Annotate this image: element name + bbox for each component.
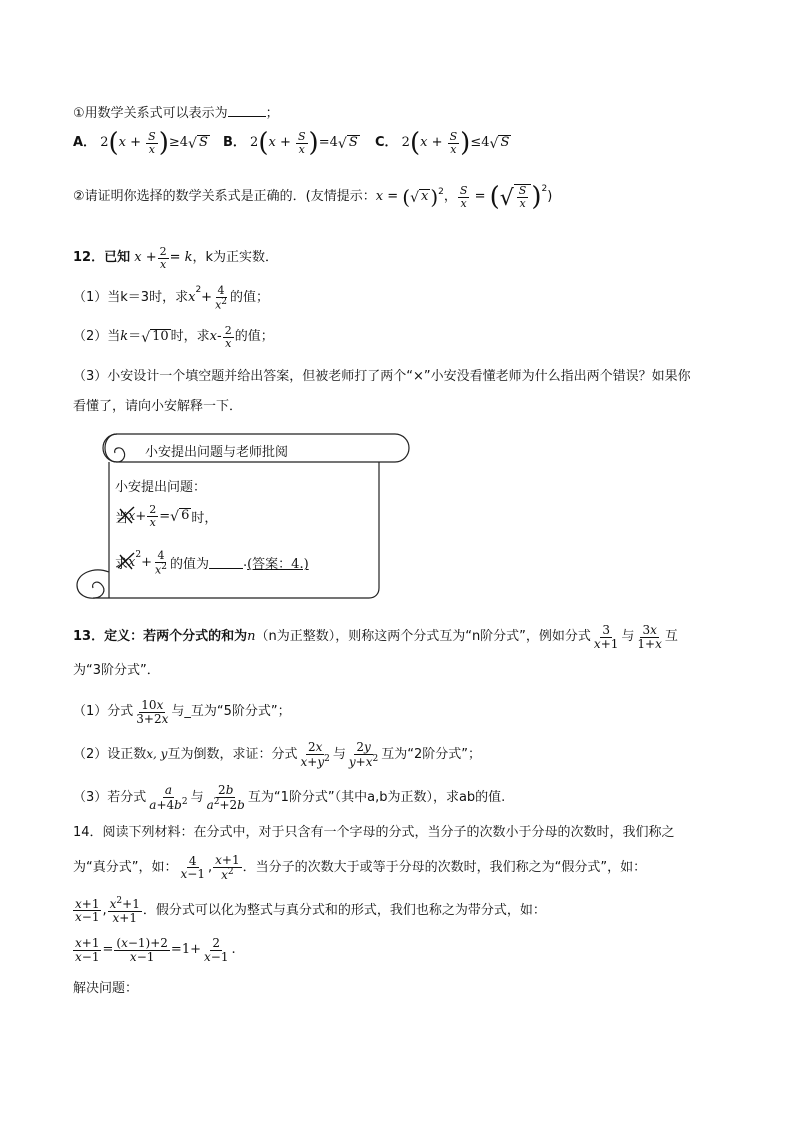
option-b-op: = [318, 135, 330, 151]
q12-stem [73, 246, 278, 270]
frac-a: a $a+4b^2$ [149, 783, 188, 812]
math-eq: = [102, 942, 114, 958]
q13-sub1-suffix: 与_互为“5阶分式”； [171, 704, 291, 720]
math-coef: 2 [96, 135, 109, 151]
q13-sub2 [73, 741, 481, 768]
math-period: . [231, 942, 236, 958]
q13-sub3 [73, 784, 505, 811]
q11-part1-suffix: ； [265, 106, 279, 121]
q14-line1: 14．阅读下列材料：在分式中，对于只含有一个字母的分式，当分子的次数小于分母的次数时，我们称之 [73, 825, 675, 840]
q12-sub3-line2: 看懂了，请向小安解释一下． [73, 399, 243, 414]
sqrt-s: √ S [337, 135, 358, 152]
q12-sub2-suffix: 的值； [234, 329, 274, 345]
q13-sub2-mid: 互为倒数，求证：分式 [167, 746, 298, 762]
sqrt-s: √ S [188, 135, 208, 152]
option-a-op: ≥ [168, 135, 180, 151]
scroll-line2-expr: x + 2 x = √ 6 [128, 503, 190, 529]
q13-sub2-suffix: 互为“2阶分式”； [381, 746, 481, 762]
option-a[interactable] [73, 130, 223, 156]
frac-x21-over-x1: $x^2+1$ x+1 [109, 896, 140, 925]
frac-x1-over-x2: x+1 $x^2$ [215, 853, 240, 882]
q14-line2-prefix: 为“真分式”，如： [73, 859, 178, 875]
hint-s-over-x: S x = ( √ $\frac{S}{x}$ ) $^2$ [459, 182, 548, 212]
q13-sub2-prefix: （2）设正数 [73, 746, 147, 762]
frac-3-over-x1: 3 x+1 [593, 623, 619, 651]
q12-sub2 [73, 325, 274, 349]
math-coef: 2 [397, 135, 410, 151]
cross-mark-icon [115, 504, 137, 526]
q13-sub1 [73, 699, 291, 725]
scroll-line3-mid: 的值为 [169, 557, 209, 573]
q12-sub1-suffix: 的值； [230, 290, 270, 306]
vars-xy: x, y [146, 747, 168, 762]
q13-line1 [73, 624, 678, 650]
scroll-line3: 求 x $^2$ + 4 $x^2$ 的值为 . (答案：4.) [115, 549, 309, 577]
q12-sub3-line1: （3）小安设计一个填空题并给出答案，但被老师打了两个“×”小安没看懂老师为什么指出两个错误？如果你 [73, 369, 691, 384]
math-four: 4 [329, 135, 338, 151]
q14-line4 [72, 937, 236, 963]
scroll-line3-expr: x $^2$ + 4 $x^2$ [128, 549, 167, 577]
var-n: n [247, 629, 256, 645]
q12-sub2-cond: 时，求 [170, 329, 210, 345]
frac-10x: 10x 3+2x [136, 698, 169, 726]
q14-line2: 为“真分式”，如： 4 x−1 , x+1 $x^2$ ．当分子的次数大于或等于分母的次数时，我们称之为“假分式”，如： [73, 853, 647, 882]
math-paren: ( x + S x ) [409, 128, 471, 158]
q13-line1-with: 与 [621, 629, 635, 645]
frac-2x: 2x $x+y^2$ [300, 740, 330, 769]
q12-sub1-cond: k＝3时，求 [120, 290, 189, 306]
q12-sub1 [73, 285, 269, 311]
math-coef: 2 [245, 135, 259, 151]
option-a-label: A． [73, 135, 97, 151]
math-paren: ( x + S x ) [108, 128, 169, 158]
q13-sub1-prefix: （1）分式 [73, 704, 134, 720]
math-eq-one-plus: =1+ [170, 942, 201, 958]
q12-stem-prefix: 12．已知 [73, 250, 131, 266]
frac-4-over-x-1: 4 x−1 [180, 853, 205, 882]
q11-part2-text: ②请证明你选择的数学关系式是正确的．(友情提示： [73, 189, 376, 205]
q13-sub3-prefix: （3）若分式 [73, 789, 147, 805]
q11-part1 [73, 104, 279, 122]
frac-x1-over-x-1: $\frac{x+1}{x-1}$ [75, 936, 100, 964]
q13-line2: 为“3阶分式”． [73, 663, 160, 678]
q14-line5: 解决问题： [73, 981, 139, 996]
frac-mixed: $\frac{(x-1)+2}{x-1}$ [116, 936, 168, 964]
sqrt-s: √ S [489, 135, 510, 152]
q11-part2 [73, 184, 552, 210]
answer-blank[interactable] [228, 104, 266, 117]
option-c[interactable] [375, 130, 525, 156]
q11-part2-comma: ， [443, 189, 457, 205]
option-b-label: B． [223, 135, 246, 151]
math-four: 4 [481, 135, 490, 151]
scroll-box [73, 432, 413, 602]
scroll-line2-prefix: 当 [115, 510, 129, 526]
q14-line2-suffix: ．当分子的次数大于或等于分母的次数时，我们称之为“假分式”，如： [242, 859, 647, 875]
scroll-line3-prefix: 求 [115, 557, 129, 573]
q13-sub3-with: 与 [190, 789, 204, 805]
q14-line3-suffix: ．假分式可以化为整式与真分式和的形式，我们也称之为带分式，如： [142, 902, 546, 918]
q12-stem-suffix: ，k为正实数． [192, 250, 279, 266]
q12-sub1-expr: x $^2$ + 4 $x^2$ [188, 284, 228, 312]
math-four: 4 [179, 135, 189, 151]
q12-sub2-expr: x - 2 x [209, 324, 232, 350]
q12-sub2-prefix: （2）当 [73, 329, 121, 345]
q12-sub1-prefix: （1）当 [73, 290, 121, 306]
scroll-line2 [115, 504, 217, 528]
q11-part2-suffix: ) [547, 189, 553, 205]
q12-sub2-k: k ＝ √ 10 [120, 329, 169, 346]
cross-mark-icon [115, 550, 137, 572]
frac-3x-over-1x: 3x 1+x [637, 623, 662, 651]
hint-x-sqrt: x = ( √ x ) $^2$ [375, 185, 444, 209]
scroll-line1: 小安提出问题： [115, 480, 207, 495]
frac-2y: 2y $y+x^2$ [348, 740, 379, 769]
q11-part1-text: ①用数学关系式可以表示为 [73, 106, 228, 121]
q12-equation: x + 2 x = k [134, 245, 193, 271]
q13-line1-suffix: 互 [664, 629, 678, 645]
q13-sub2-with: 与 [332, 746, 346, 762]
q14-line3: x+1 x−1 , $x^2+1$ x+1 ．假分式可以化为整式与真分式和的形式，我们也称之为带分式，如： [75, 896, 546, 925]
scroll-line2-suffix: 时， [191, 510, 218, 526]
scroll-line3-answer: (答案：4.) [247, 557, 309, 573]
option-c-label: C． [375, 135, 398, 151]
q13-sub3-suffix: 互为“1阶分式”（其中a,b为正数），求ab的值. [247, 789, 506, 805]
scroll-answer-blank[interactable] [209, 556, 243, 569]
option-b[interactable] [223, 130, 375, 156]
scroll-title: 小安提出问题与老师批阅 [145, 445, 289, 460]
option-c-op: ≤ [470, 135, 482, 151]
frac-2b: 2b $a^2+2b$ [206, 783, 245, 812]
frac-x1-over-x-1: x+1 x−1 [75, 896, 100, 925]
q13-line1-prefix: 13．定义：若两个分式的和为 [73, 629, 248, 645]
frac-2-over-x-1: $\frac{2}{x-1}$ [203, 936, 229, 964]
math-paren: ( x + S x ) [258, 128, 319, 158]
q13-line1-mid: （n为正整数），则称这两个分式互为“n阶分式”，例如分式 [255, 629, 591, 645]
q11-options [73, 130, 525, 156]
